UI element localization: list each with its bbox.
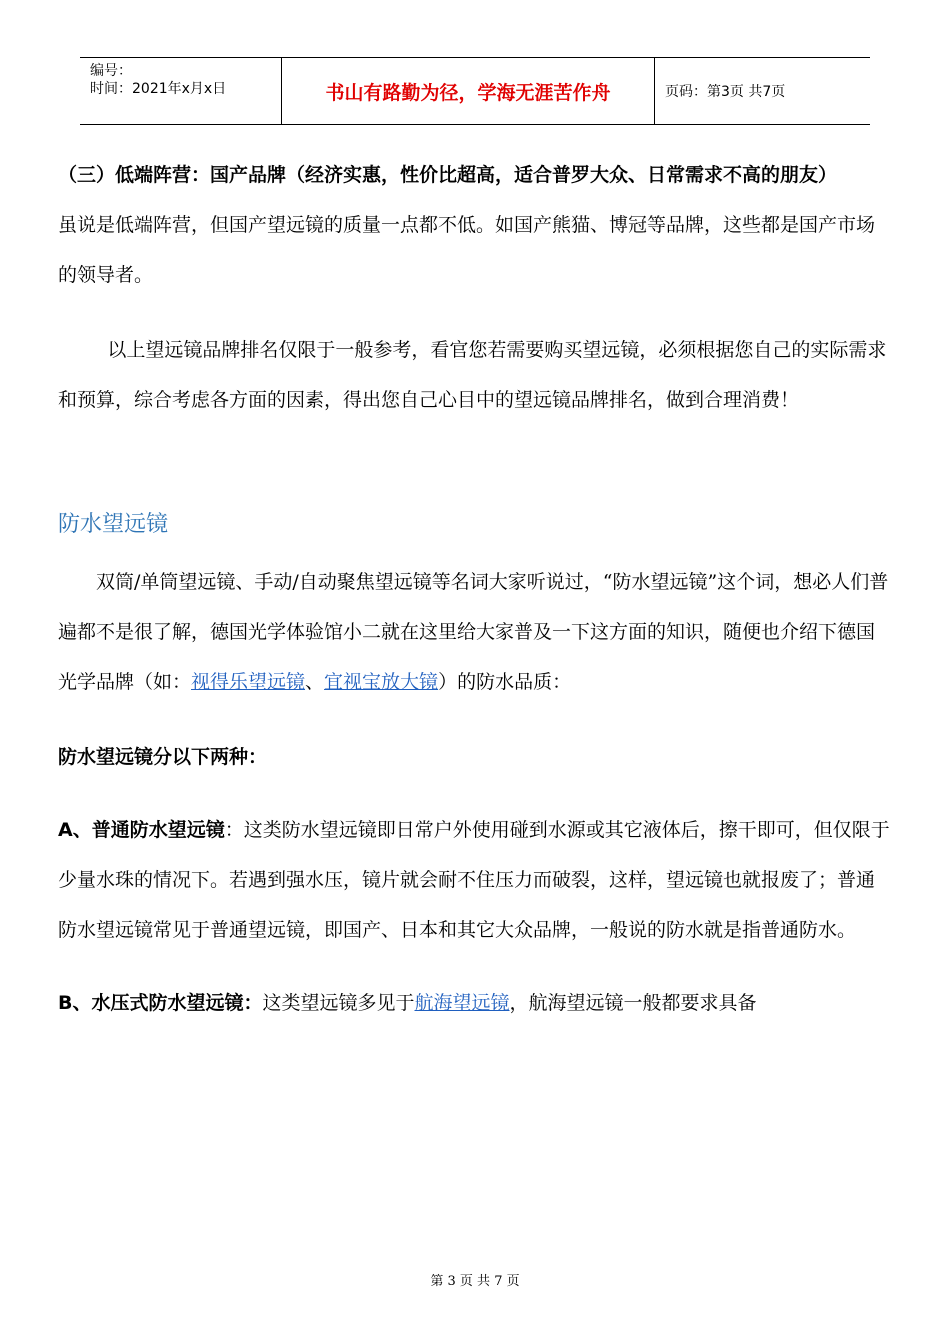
header-page-info: 页码：第3页 共7页 (665, 84, 786, 100)
link-stedler-telescope[interactable]: 视得乐望远镜 (191, 671, 306, 693)
type-a-label: A、普通防水望远镜 (58, 819, 225, 841)
paragraph-waterproof-intro (58, 557, 890, 707)
paragraph-type-b (58, 978, 890, 1028)
document-body (58, 150, 890, 1028)
document-header (80, 57, 870, 125)
intro-text-b: ）的防水品质： (438, 671, 572, 693)
type-b-text-b: ，航海望远镜一般都要求具备 (509, 992, 757, 1014)
link-eschenbach-magnifier[interactable]: 宜视宝放大镜 (324, 671, 439, 693)
heading-waterproof: 防水望远镜 (58, 512, 169, 537)
paragraph-conclusion: 以上望远镜品牌排名仅限于一般参考，看官您若需要购买望远镜，必须根据您自己的实际需求和预算，综合考虑各方面的因素，得出您自己心目中的望远镜品牌排名，做到合理消费！ (58, 339, 887, 411)
type-a-text: ：这类防水望远镜即日常户外使用碰到水源或其它液体后，擦干即可，但仅限于少量水珠的情况下。若遇到强水压，镜片就会耐不住压力而破裂，这样，望远镜也就报废了；普通防水望远镜常见于普通望远镜，即国产、日本和其它大众品牌，一般说的防水就是指普通防水。 (58, 819, 890, 941)
time-label: 时间：2021年x月x日 (90, 81, 227, 97)
header-left-cell (80, 58, 281, 124)
paragraph-low-end: 虽说是低端阵营，但国产望远镜的质量一点都不低。如国产熊猫、博冠等品牌，这些都是国产市场的领导者。 (58, 214, 876, 286)
paragraph-type-a (58, 805, 890, 955)
types-title: 防水望远镜分以下两种： (58, 746, 268, 768)
intro-text-a: 双筒/单筒望远镜、手动/自动聚焦望远镜等名词大家听说过，“防水望远镜”这个词，想必人们普遍都不是很了解，德国光学体验馆小二就在这里给大家普及一下这方面的知识，随便也介绍下德国光学品牌（如： (58, 571, 889, 693)
type-b-label: B、水压式防水望远镜： (58, 992, 263, 1014)
type-b-text-a: 这类望远镜多见于 (262, 992, 415, 1014)
section-title-low-end: （三）低端阵营：国产品牌（经济实惠，性价比超高，适合普罗大众、日常需求不高的朋友） (58, 164, 838, 186)
intro-sep: 、 (305, 671, 325, 693)
header-motto: 书山有路勤为径，学海无涯苦作舟 (281, 58, 655, 124)
number-label: 编号： (90, 63, 132, 79)
link-marine-telescope[interactable]: 航海望远镜 (414, 992, 510, 1014)
page-footer: 第 3 页 共 7 页 (430, 1274, 520, 1289)
